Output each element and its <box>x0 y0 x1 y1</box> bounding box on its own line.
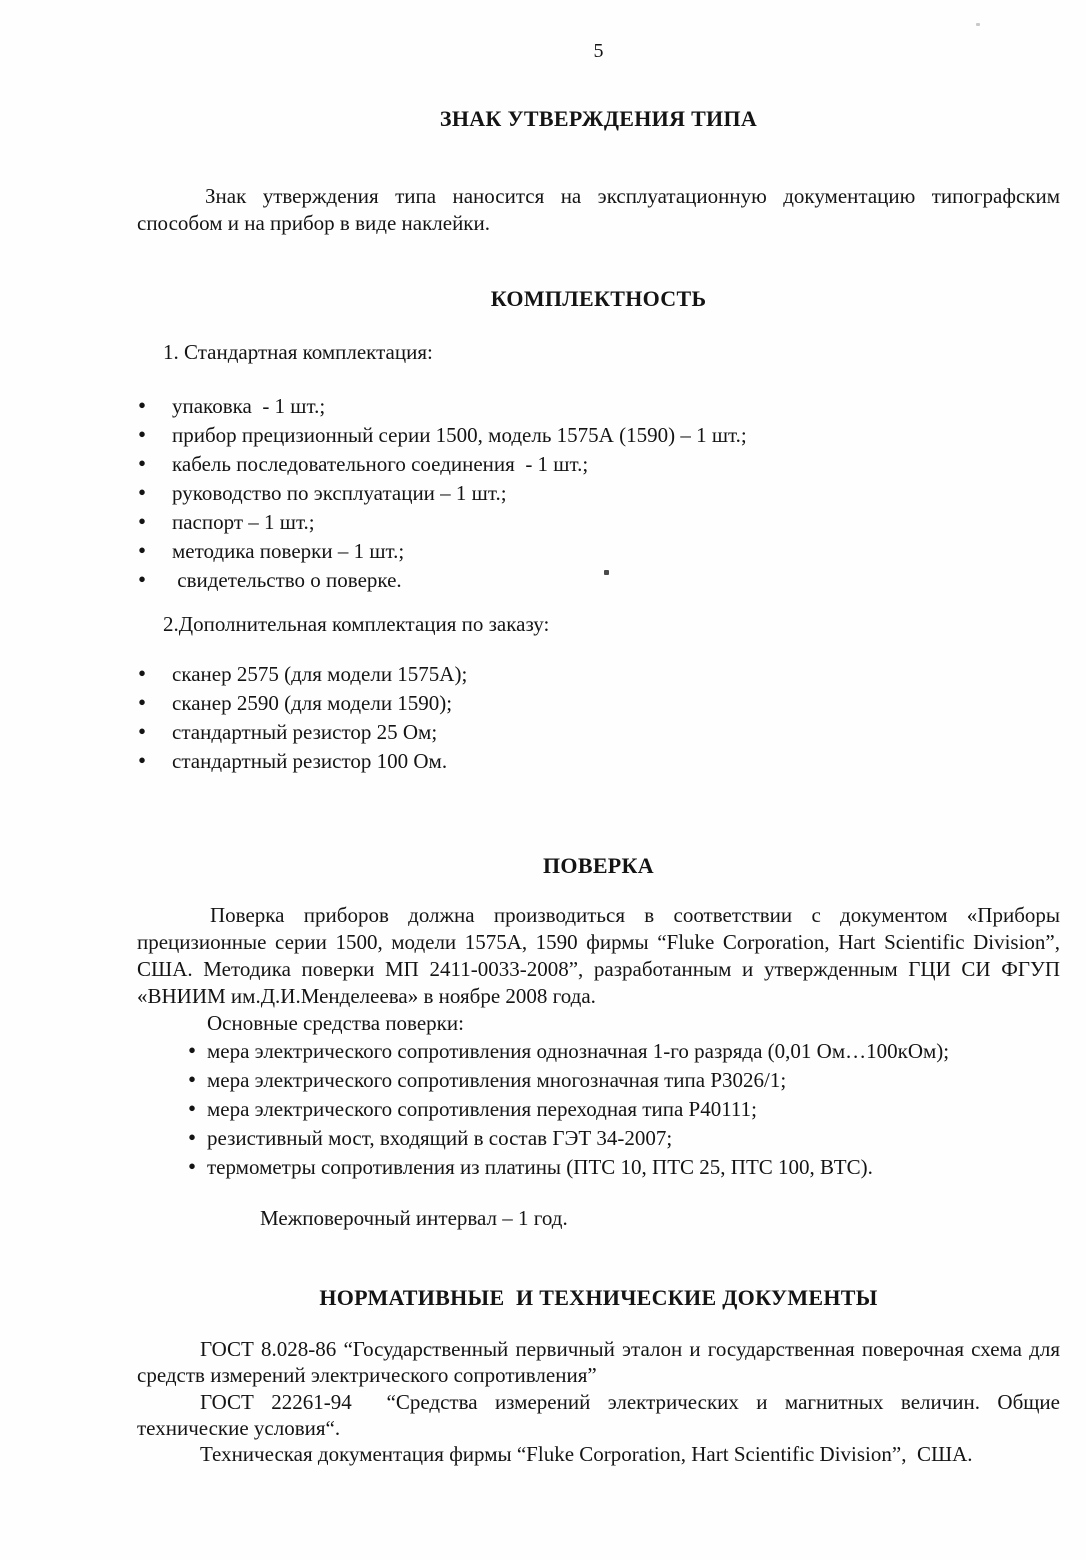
list-item <box>137 450 1060 478</box>
bullet-icon: • <box>188 1125 197 1150</box>
list-item-text: кабель последовательного соединения - 1 шт.; <box>172 452 589 476</box>
verification-means-list <box>188 1037 1060 1181</box>
verification-paragraph: Поверка приборов должна производиться в соответствии с документом «Приборы прецизионные серии 1500, модели 1575А, 1590 фирмы “Fluke Corporation, Hart Scientific Division”, США. Методика поверки МП 2411-0033-2008”, разработанным и утвержденным ГЦИ СИ ФГУП «ВНИИМ им.Д.И.Менделеева» в ноябре 2008 года. <box>137 903 1060 1008</box>
list-item <box>137 479 1060 507</box>
bullet-icon: • <box>138 567 147 592</box>
list-item <box>188 1095 1060 1123</box>
bullet-icon: • <box>138 538 147 563</box>
bullet-icon: • <box>138 509 147 534</box>
list-item-text: свидетельство о поверке. <box>172 568 402 592</box>
bullet-icon: • <box>138 690 147 715</box>
bullet-icon: • <box>138 748 147 773</box>
list-item <box>137 747 1060 775</box>
list-item <box>137 508 1060 536</box>
normative-docs-paragraphs <box>137 1336 1066 1467</box>
list-item-text: мера электрического сопротивления многозначная типа Р3026/1; <box>207 1068 787 1092</box>
normative-doc-paragraph <box>137 1336 1066 1388</box>
section-title-normative-docs: НОРМАТИВНЫЕ И ТЕХНИЧЕСКИЕ ДОКУМЕНТЫ <box>319 1285 878 1310</box>
list-item <box>137 660 1060 688</box>
scan-speck <box>976 23 980 26</box>
list-item-text: паспорт – 1 шт.; <box>172 510 315 534</box>
list-item <box>188 1153 1060 1181</box>
normative-doc-text: Техническая документация фирмы “Fluke Corporation, Hart Scientific Division”, США. <box>200 1442 973 1466</box>
bullet-icon: • <box>188 1154 197 1179</box>
list-item-text: мера электрического сопротивления однозначная 1-го разряда (0,01 Ом…100кОм); <box>207 1039 950 1063</box>
list-item-text: сканер 2590 (для модели 1590); <box>172 691 453 715</box>
list-item <box>137 537 1060 565</box>
bullet-icon: • <box>138 422 147 447</box>
list-item-text: упаковка - 1 шт.; <box>172 394 326 418</box>
list-item <box>188 1124 1060 1152</box>
bullet-icon: • <box>138 480 147 505</box>
standard-kit-intro: 1. Стандартная комплектация: <box>163 340 433 364</box>
bullet-icon: • <box>138 661 147 686</box>
verification-interval: Межповерочный интервал – 1 год. <box>260 1206 568 1230</box>
optional-kit-list <box>137 660 1060 775</box>
page-number: 5 <box>593 40 604 62</box>
normative-doc-paragraph <box>137 1441 1060 1467</box>
list-item-text: руководство по эксплуатации – 1 шт.; <box>172 481 507 505</box>
normative-doc-text: ГОСТ 8.028-86 “Государственный первичный эталон и государственная поверочная схема для средств измерений электрического сопротивления” <box>137 1337 1066 1387</box>
list-item-text: методика поверки – 1 шт.; <box>172 539 405 563</box>
section-title-completeness: КОМПЛЕКТНОСТЬ <box>490 286 707 311</box>
optional-kit-intro: 2.Дополнительная комплектация по заказу: <box>163 612 550 636</box>
bullet-icon: • <box>138 451 147 476</box>
section-title-type-approval: ЗНАК УТВЕРЖДЕНИЯ ТИПА <box>439 106 758 131</box>
list-item-text: сканер 2575 (для модели 1575А); <box>172 662 468 686</box>
normative-doc-text: ГОСТ 22261-94 “Средства измерений электрических и магнитных величин. Общие технические условия“. <box>137 1390 1066 1440</box>
bullet-icon: • <box>138 393 147 418</box>
list-item-text: термометры сопротивления из платины (ПТС 10, ПТС 25, ПТС 100, ВТС). <box>207 1155 873 1179</box>
list-item <box>188 1037 1060 1065</box>
list-item-text: прибор прецизионный серии 1500, модель 1575А (1590) – 1 шт.; <box>172 423 747 447</box>
list-item <box>137 566 1060 594</box>
list-item-text: стандартный резистор 25 Ом; <box>172 720 438 744</box>
bullet-icon: • <box>188 1038 197 1063</box>
list-item <box>188 1066 1060 1094</box>
bullet-icon: • <box>188 1096 197 1121</box>
normative-doc-paragraph <box>137 1389 1066 1441</box>
verification-means-intro: Основные средства поверки: <box>207 1011 464 1035</box>
bullet-icon: • <box>138 719 147 744</box>
section-title-verification: ПОВЕРКА <box>543 853 654 878</box>
bullet-icon: • <box>188 1067 197 1092</box>
scan-speck <box>604 570 609 575</box>
list-item <box>137 718 1060 746</box>
list-item-text: стандартный резистор 100 Ом. <box>172 749 448 773</box>
list-item <box>137 689 1060 717</box>
list-item <box>137 392 1060 420</box>
list-item-text: резистивный мост, входящий в состав ГЭТ 34-2007; <box>207 1126 673 1150</box>
list-item-text: мера электрического сопротивления переходная типа Р40111; <box>207 1097 757 1121</box>
list-item <box>137 421 1060 449</box>
standard-kit-list <box>137 392 1060 594</box>
type-approval-paragraph: Знак утверждения типа наносится на эксплуатационную документацию типографским способом и на прибор в виде наклейки. <box>137 184 1060 235</box>
